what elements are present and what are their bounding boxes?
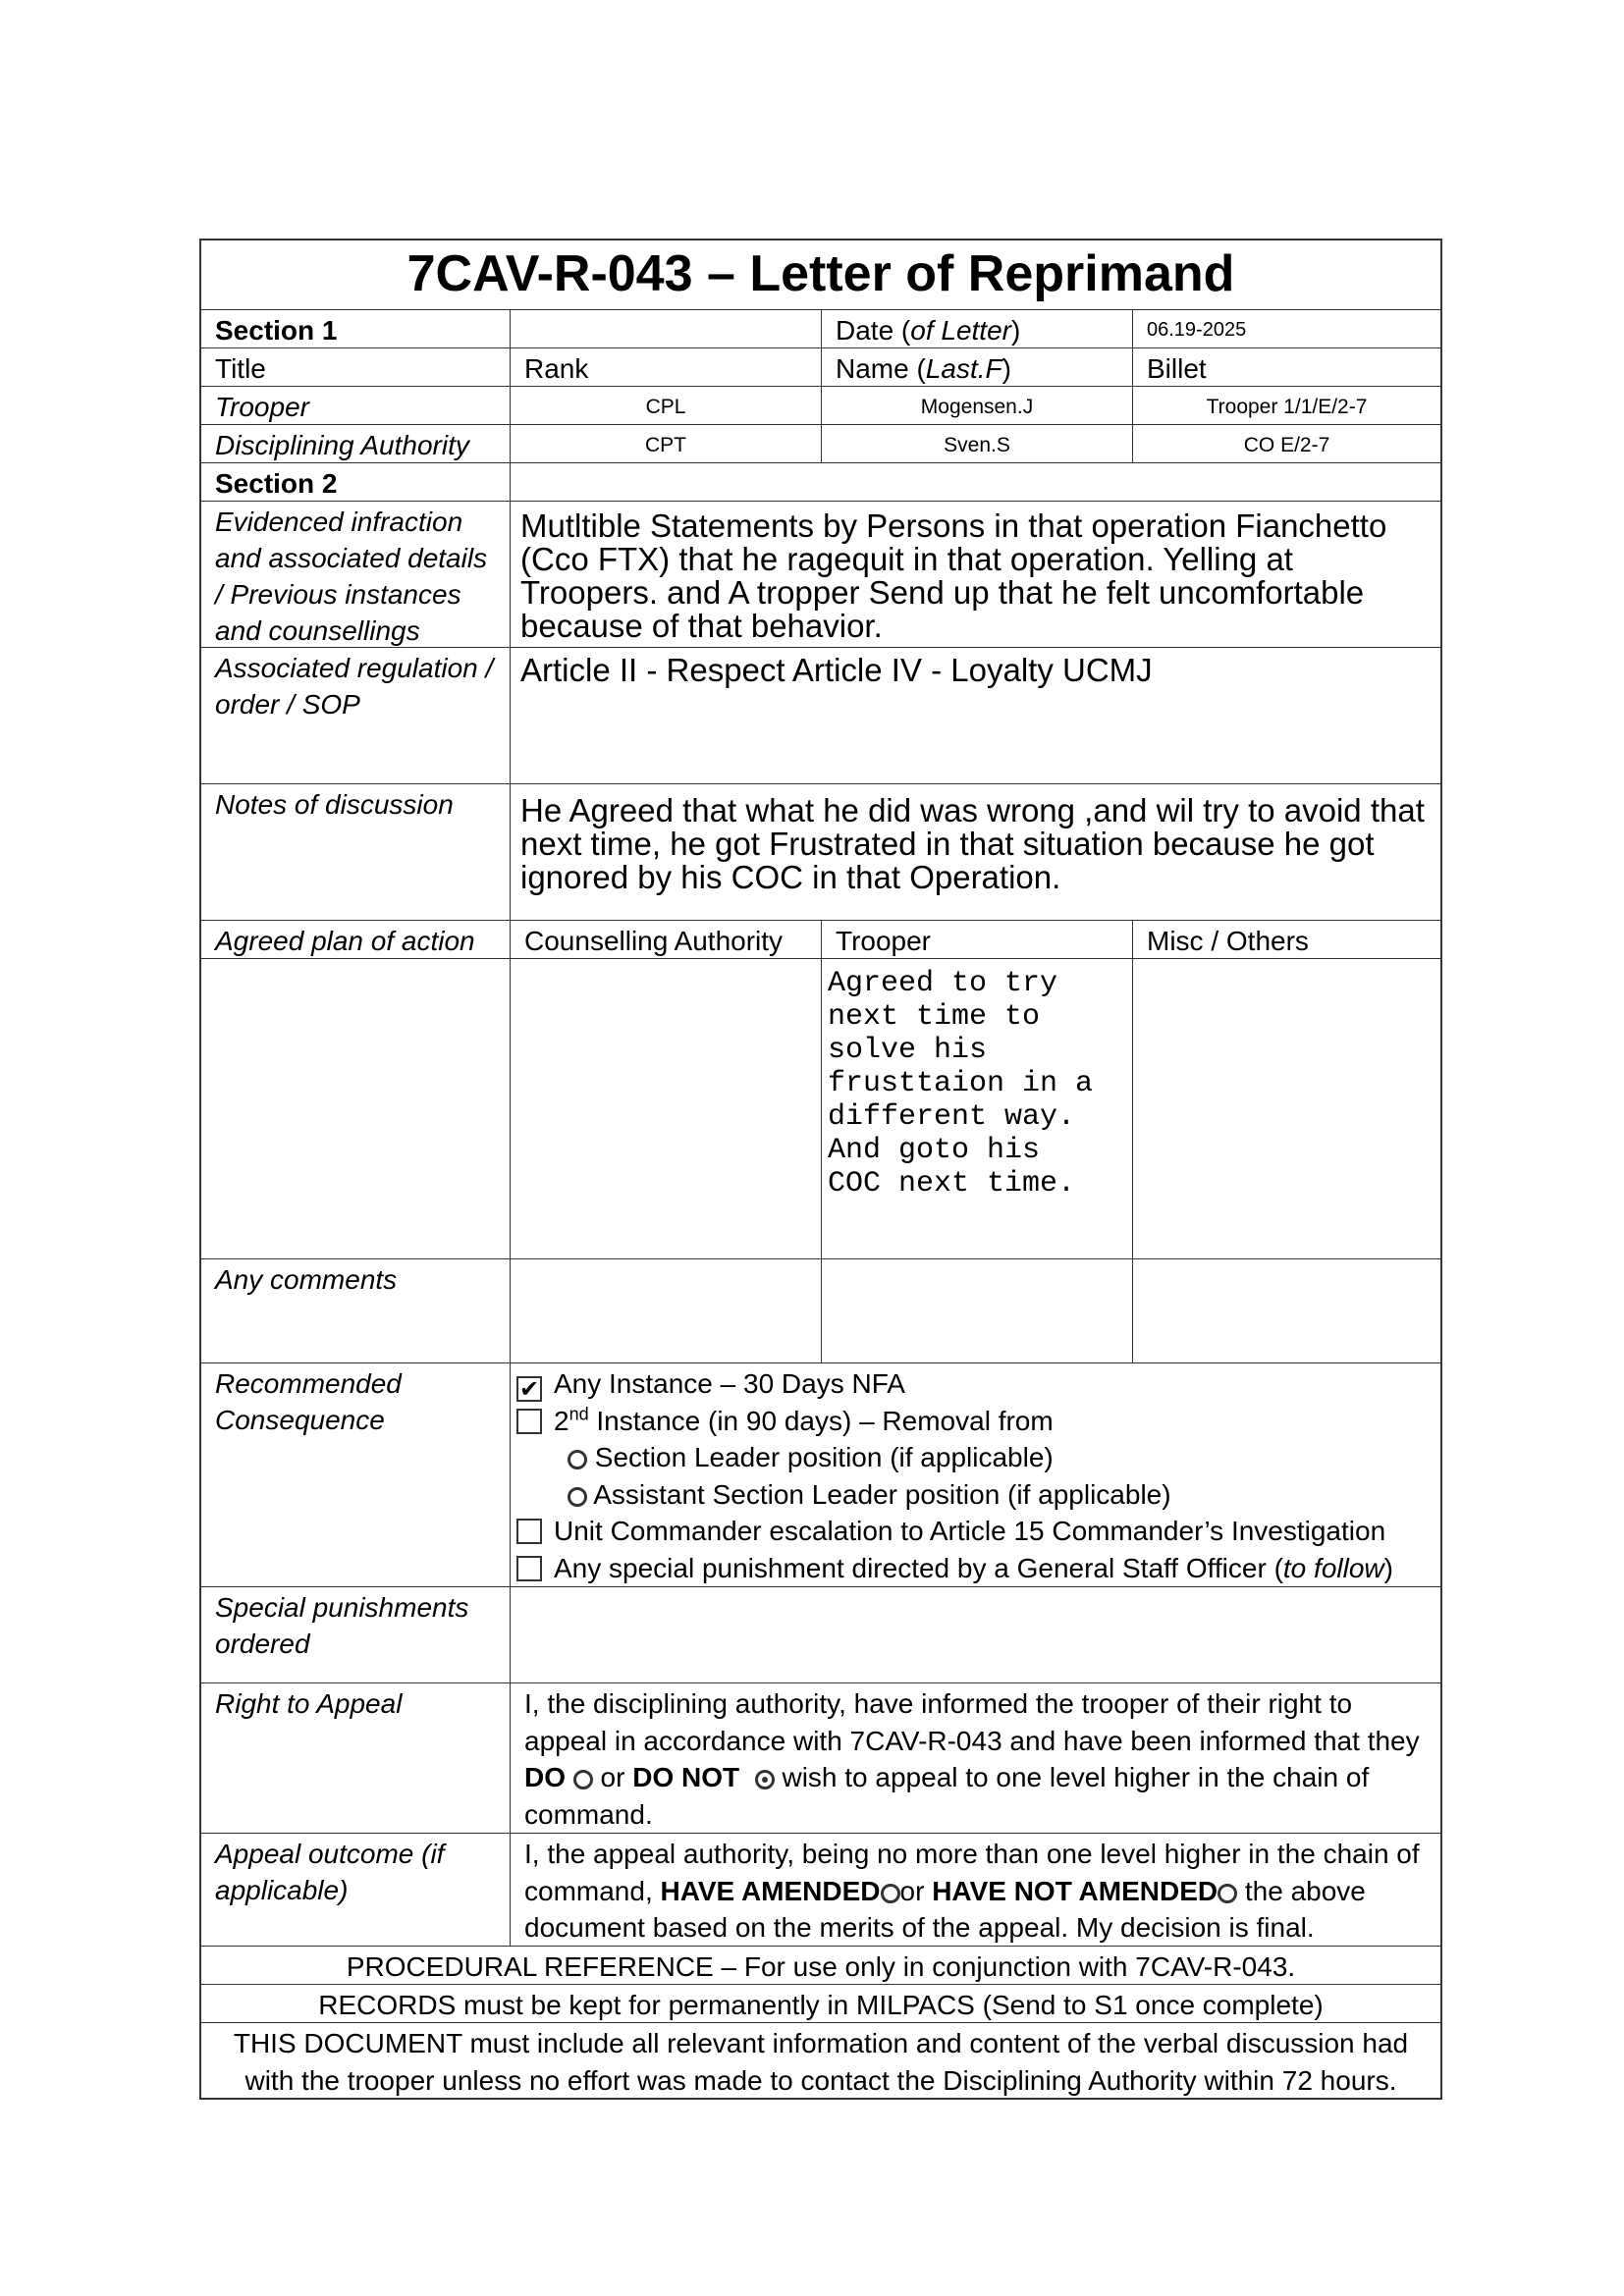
consequence-label: Recommended Consequence xyxy=(201,1363,511,1586)
footer-row-1 xyxy=(201,1946,1440,1984)
authority-rank-field[interactable]: CPT xyxy=(511,425,822,462)
form-title: 7CAV-R-043 – Letter of Reprimand xyxy=(406,245,1235,302)
plan-misc-field[interactable] xyxy=(1133,959,1440,1258)
plan-label-blank xyxy=(201,959,511,1258)
regulation-row xyxy=(201,647,1440,783)
date-label: Date (of Letter) xyxy=(822,310,1133,347)
authority-label: Disciplining Authority xyxy=(201,425,511,462)
checkbox-article-15[interactable] xyxy=(516,1519,542,1544)
comments-label: Any comments xyxy=(201,1259,511,1362)
discussion-row xyxy=(201,783,1440,920)
comments-row xyxy=(201,1258,1440,1362)
trooper-rank-field[interactable]: CPL xyxy=(511,387,822,424)
date-field[interactable]: 06.19-2025 xyxy=(1147,319,1247,341)
appeal-row xyxy=(201,1682,1440,1833)
radio-appeal-do-not[interactable] xyxy=(755,1770,775,1789)
outcome-text: I, the appeal authority, being no more than one level higher in the chain of command, HAVE AMENDED or HAVE NOT AMENDED the above document based on the merits of the appeal. My decision is final. xyxy=(524,1839,1420,1943)
section1-row xyxy=(201,309,1440,347)
plan-counselling-header: Counselling Authority xyxy=(511,921,822,958)
appeal-label: Right to Appeal xyxy=(201,1683,511,1833)
section2-row xyxy=(201,462,1440,501)
plan-misc-header: Misc / Others xyxy=(1147,926,1309,956)
trooper-label: Trooper xyxy=(201,387,511,424)
name-header: Name (Last.F) xyxy=(822,348,1133,386)
radio-appeal-do[interactable] xyxy=(573,1770,593,1789)
comments-trooper-field[interactable] xyxy=(822,1259,1133,1362)
outcome-row xyxy=(201,1833,1440,1946)
consequence-option-2b: Assistant Section Leader position (if applicable) xyxy=(516,1476,1435,1514)
outcome-label: Appeal outcome (if applicable) xyxy=(201,1834,511,1946)
consequence-option-4: Any special punishment directed by a General Staff Officer (to follow) xyxy=(516,1550,1435,1587)
document-note: THIS DOCUMENT must include all relevant information and content of the verbal discussion had with the trooper unless no effort was made to contact the Disciplining Authority within 72 hours. xyxy=(233,2028,1409,2096)
special-label: Special punishments ordered xyxy=(201,1587,511,1682)
regulation-label: Associated regulation / order / SOP xyxy=(201,648,511,783)
special-field[interactable] xyxy=(511,1587,1440,1682)
consequence-option-1: ✔ Any Instance – 30 Days NFA xyxy=(516,1365,1435,1403)
footer-row-2 xyxy=(201,1984,1440,2022)
checkbox-second-instance[interactable] xyxy=(516,1409,542,1434)
authority-name-field[interactable]: Sven.S xyxy=(822,425,1133,462)
checkbox-special-punishment[interactable] xyxy=(516,1556,542,1581)
plan-label: Agreed plan of action xyxy=(201,921,511,958)
consequence-option-2a: Section Leader position (if applicable) xyxy=(516,1439,1435,1476)
authority-billet-field[interactable]: CO E/2-7 xyxy=(1243,434,1330,456)
comments-misc-field[interactable] xyxy=(1133,1259,1440,1362)
infraction-label: Evidenced infraction and associated details / Previous instances and counsellings xyxy=(201,502,511,647)
title-row xyxy=(201,240,1440,309)
infraction-field[interactable]: Mutltible Statements by Persons in that operation Fianchetto (Cco FTX) that he ragequit in that operation. Yelling at Troopers. and A tropper Send up that he felt uncomfortable because of that behavior. xyxy=(520,507,1387,644)
consequence-option-3: Unit Commander escalation to Article 15 Commander’s Investigation xyxy=(516,1513,1435,1550)
comments-counselling-field[interactable] xyxy=(511,1259,822,1362)
infraction-row xyxy=(201,501,1440,647)
footer-row-3 xyxy=(201,2022,1440,2098)
billet-header: Billet xyxy=(1147,353,1207,384)
reprimand-form xyxy=(199,239,1442,2100)
title-header: Title xyxy=(201,348,511,386)
radio-section-leader[interactable] xyxy=(568,1450,587,1469)
section1-label: Section 1 xyxy=(201,310,511,347)
section2-label: Section 2 xyxy=(201,463,511,501)
plan-body-row xyxy=(201,958,1440,1258)
special-row xyxy=(201,1586,1440,1682)
consequence-option-2: 2nd Instance (in 90 days) – Removal from xyxy=(516,1403,1435,1440)
appeal-text: I, the disciplining authority, have informed the trooper of their right to appeal in accordance with 7CAV-R-043 and have been informed that they DO or DO NOT wish to appeal to one level higher in the chain of command. xyxy=(524,1688,1420,1830)
section1-blank xyxy=(511,310,822,347)
rank-header: Rank xyxy=(511,348,822,386)
plan-counselling-field[interactable] xyxy=(511,959,822,1258)
consequence-options xyxy=(511,1363,1440,1586)
trooper-name-field[interactable]: Mogensen.J xyxy=(822,387,1133,424)
section2-blank xyxy=(511,463,1440,501)
radio-have-not-amended[interactable] xyxy=(1218,1884,1237,1903)
radio-have-amended[interactable] xyxy=(881,1884,900,1903)
procedural-reference: PROCEDURAL REFERENCE – For use only in conjunction with 7CAV-R-043. xyxy=(346,1951,1296,1982)
plan-trooper-field[interactable]: Agreed to try next time to solve his frusttaion in a different way. And goto his COC next time. xyxy=(822,959,1133,1258)
discussion-field[interactable]: He Agreed that what he did was wrong ,and wil try to avoid that next time, he got Frustrated in that situation because he got ignored by his COC in that Operation. xyxy=(520,792,1425,895)
discussion-label: Notes of discussion xyxy=(201,784,511,920)
column-header-row xyxy=(201,347,1440,386)
radio-assistant-section-leader[interactable] xyxy=(568,1487,587,1507)
checkbox-any-instance[interactable]: ✔ xyxy=(516,1376,542,1402)
regulation-field[interactable]: Article II - Respect Article IV - Loyalty UCMJ xyxy=(520,652,1153,688)
consequence-row xyxy=(201,1362,1440,1586)
plan-trooper-header: Trooper xyxy=(822,921,1133,958)
trooper-billet-field[interactable]: Trooper 1/1/E/2-7 xyxy=(1206,396,1368,418)
records-note: RECORDS must be kept for permanently in MILPACS (Send to S1 once complete) xyxy=(318,1990,1324,2020)
plan-header-row xyxy=(201,920,1440,958)
authority-row xyxy=(201,424,1440,462)
trooper-row xyxy=(201,386,1440,424)
